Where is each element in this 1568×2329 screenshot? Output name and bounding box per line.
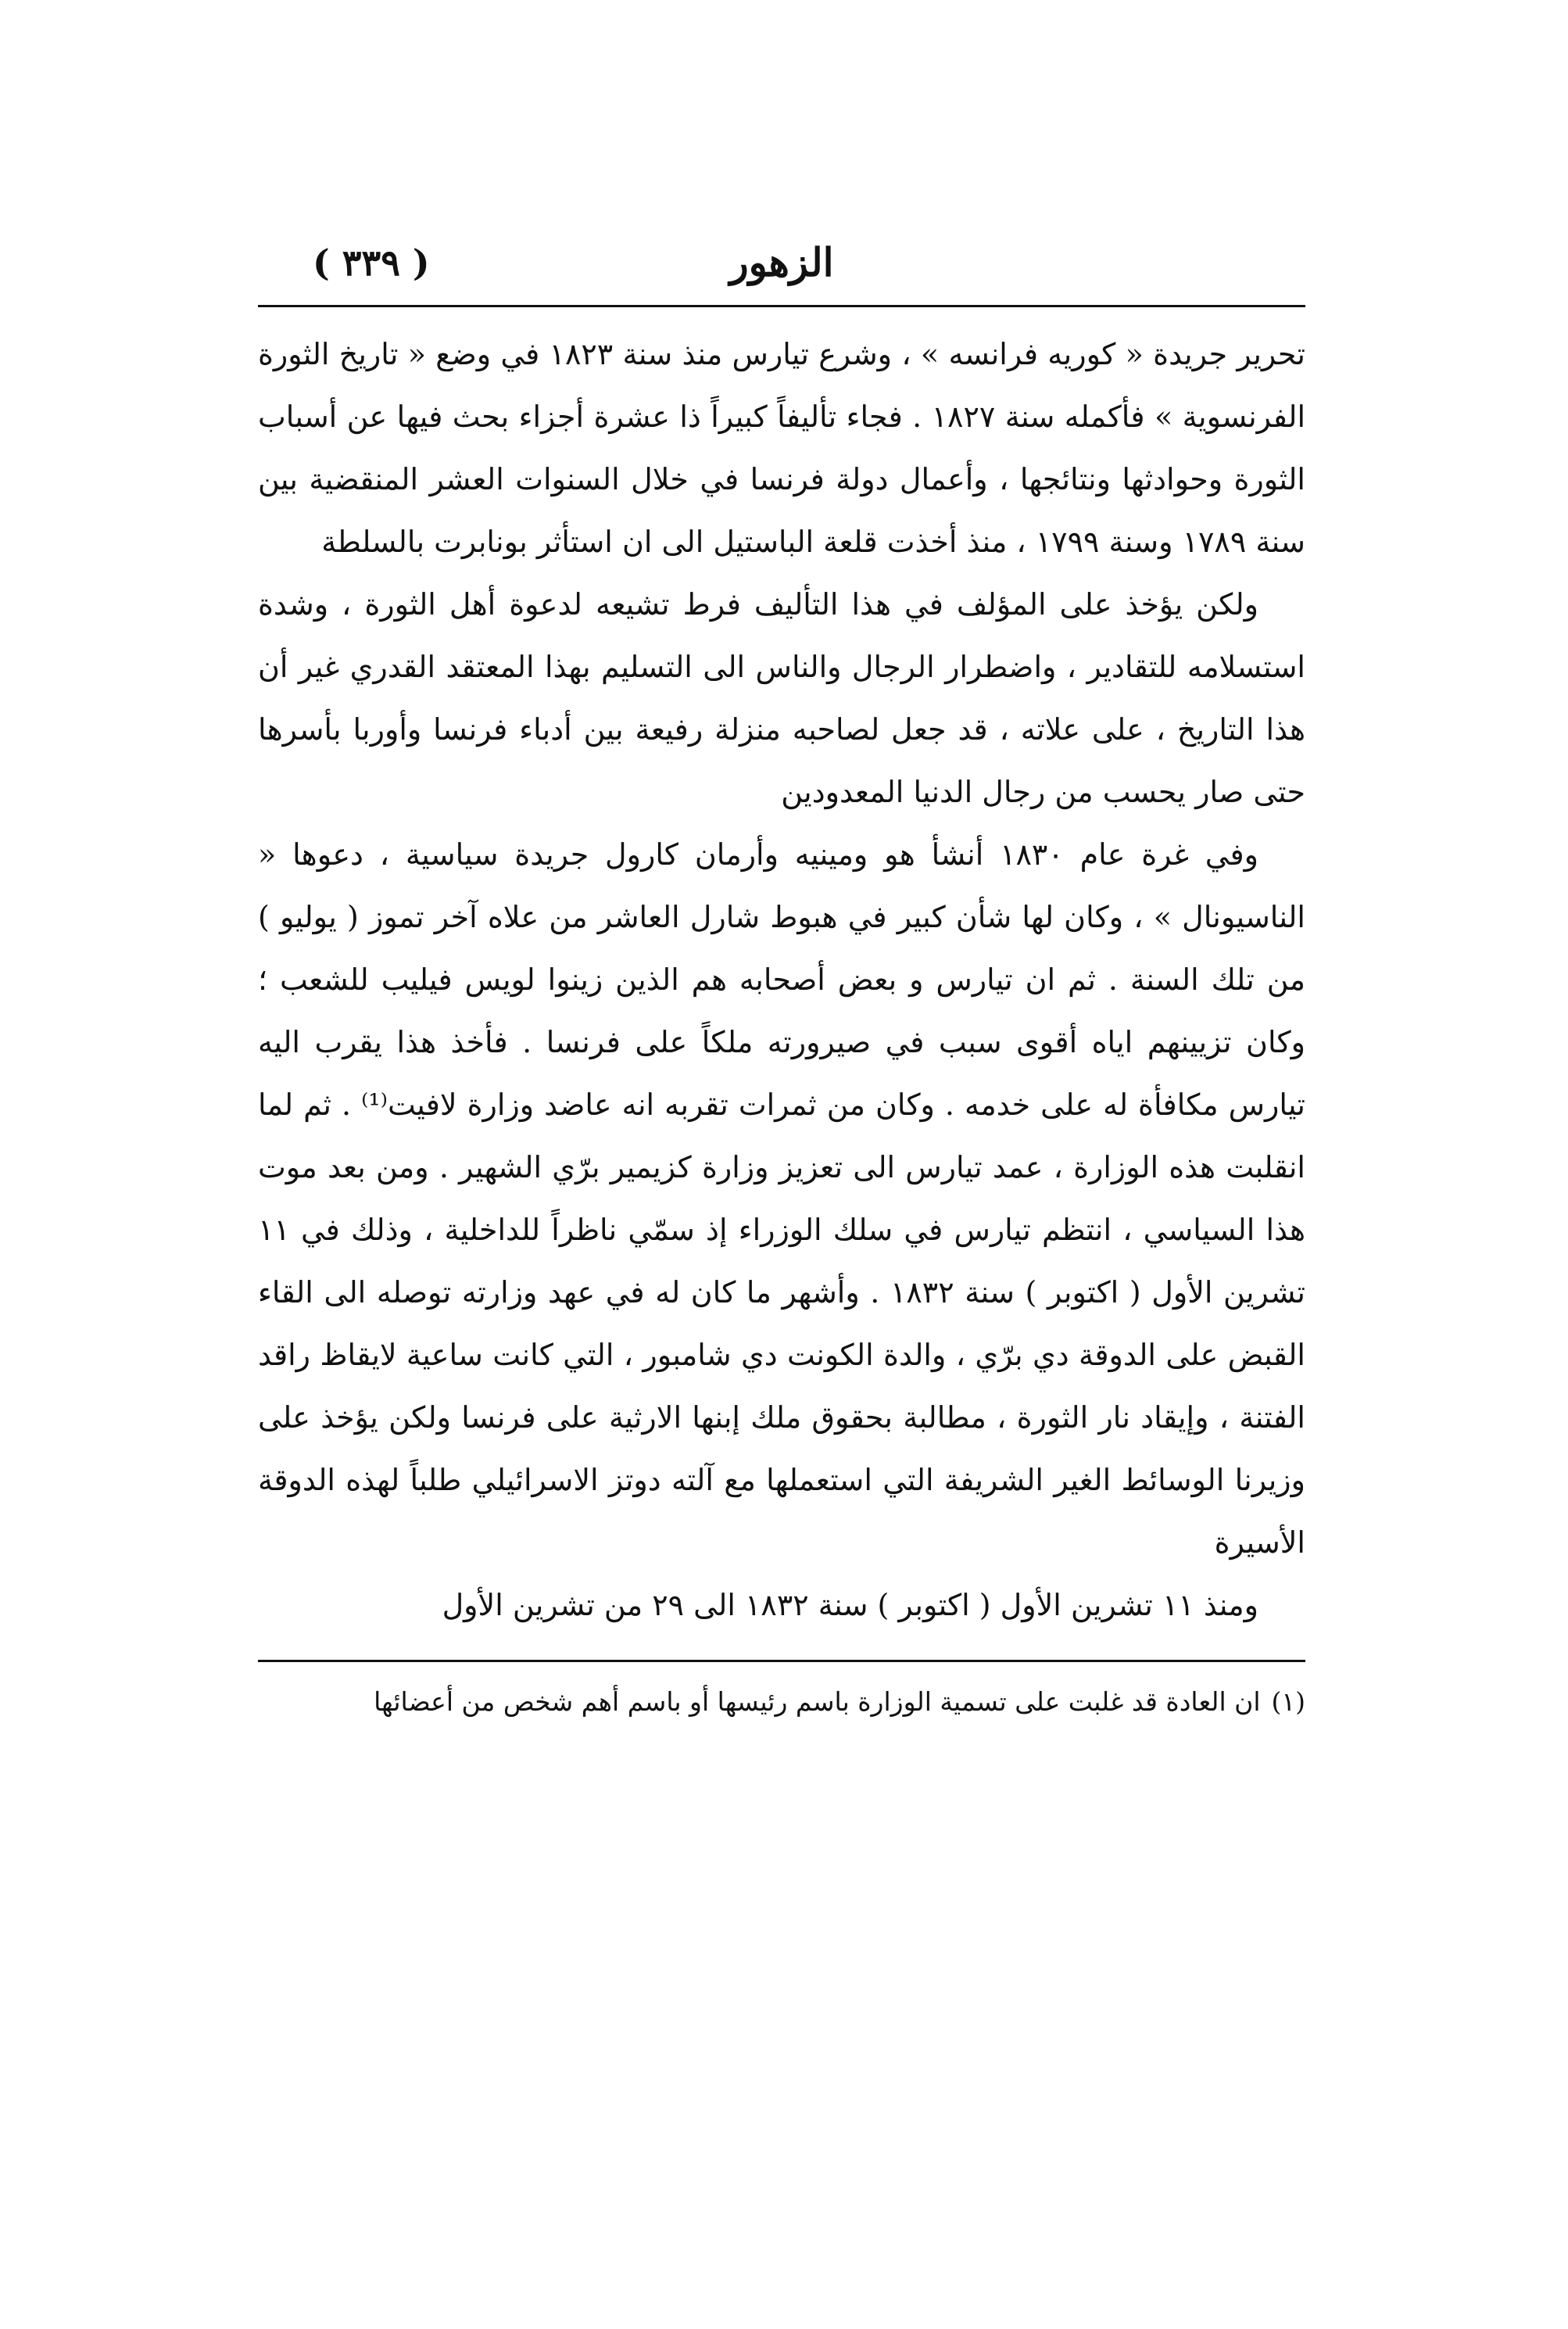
body-text (258, 323, 1305, 1636)
footnote-rule (258, 1660, 1305, 1662)
footnote (258, 1676, 1305, 1728)
paragraph-1: تحرير جريدة « كوريه فرانسه » ، وشرع تيارس منذ سنة ١٨٢٣ في وضع « تاريخ الثورة الفرنسوية » فأكمله سنة ١٨٢٧ . فجاء تأليفاً كبيراً ذا عشرة أجزاء بحث فيها عن أسباب الثورة وحوادثها ونتائجها ، وأعمال دولة فرنسا في خلال السنوات العشر المنقضية بين سنة ١٧٨٩ وسنة ١٧٩٩ ، منذ أخذت قلعة الباستيل الى ان استأثر بونابرت بالسلطة (258, 337, 1305, 559)
footnote-text: ان العادة قد غلبت على تسمية الوزارة باسم رئيسها أو باسم أهم شخص من أعضائها (374, 1686, 1261, 1717)
running-header (258, 235, 1305, 297)
paragraph-4: ومنذ ١١ تشرين الأول ( اكتوبر ) سنة ١٨٣٢ الى ٢٩ من تشرين الأول (442, 1588, 1258, 1622)
paragraph-2: ولكن يؤخذ على المؤلف في هذا التأليف فرط تشيعه لدعوة أهل الثورة ، وشدة استسلامه للتقادير ، واضطرار الرجال والناس الى التسليم بهذا المعتقد القدري غير أن هذا التاريخ ، على علاته ، قد جعل لصاحبه منزلة رفيعة بين أدباء فرنسا وأوربا بأسرها حتى صار يحسب من رجال الدنيا المعدودين (258, 587, 1305, 809)
page-number: ( ٣٣٩ ) (313, 242, 430, 284)
footnote-marker: (١) (1271, 1686, 1305, 1717)
header-rule (258, 305, 1305, 307)
paragraph-3: وفي غرة عام ١٨٣٠ أنشأ هو ومينيه وأرمان كارول جريدة سياسية ، دعوها « الناسيونال » ، وكان لها شأن كبير في هبوط شارل العاشر من علاه آخر تموز ( يوليو ) من تلك السنة . ثم ان تيارس و بعض أصحابه هم الذين زينوا لويس فيليب للشعب ؛ وكان تزيينهم اياه أقوى سبب في صيرورته ملكاً على فرنسا . فأخذ هذا يقرب اليه تيارس مكافأة له على خدمه . وكان من ثمرات تقربه انه عاضد وزارة لافيت⁽¹⁾ . ثم لما انقلبت هذه الوزارة ، عمد تيارس الى تعزيز وزارة كزيمير برّي الشهير . ومن بعد موت هذا السياسي ، انتظم تيارس في سلك الوزراء إذ سمّي ناظراً للداخلية ، وذلك في ١١ تشرين الأول ( اكتوبر ) سنة ١٨٣٢ . وأشهر ما كان له في عهد وزارته توصله الى القاء القبض على الدوقة دي برّي ، والدة الكونت دي شامبور ، التي كانت ساعية لايقاظ راقد الفتنة ، وإيقاد نار الثورة ، مطالبة بحقوق ملك إبنها الارثية على فرنسا ولكن يؤخذ على وزيرنا الوسائط الغير الشريفة التي استعملها مع آلته دوتز الاسرائيلي طلباً لهذه الدوقة الأسيرة (258, 837, 1305, 1560)
book-page (258, 235, 1305, 2127)
journal-title: الزهور (729, 239, 834, 285)
